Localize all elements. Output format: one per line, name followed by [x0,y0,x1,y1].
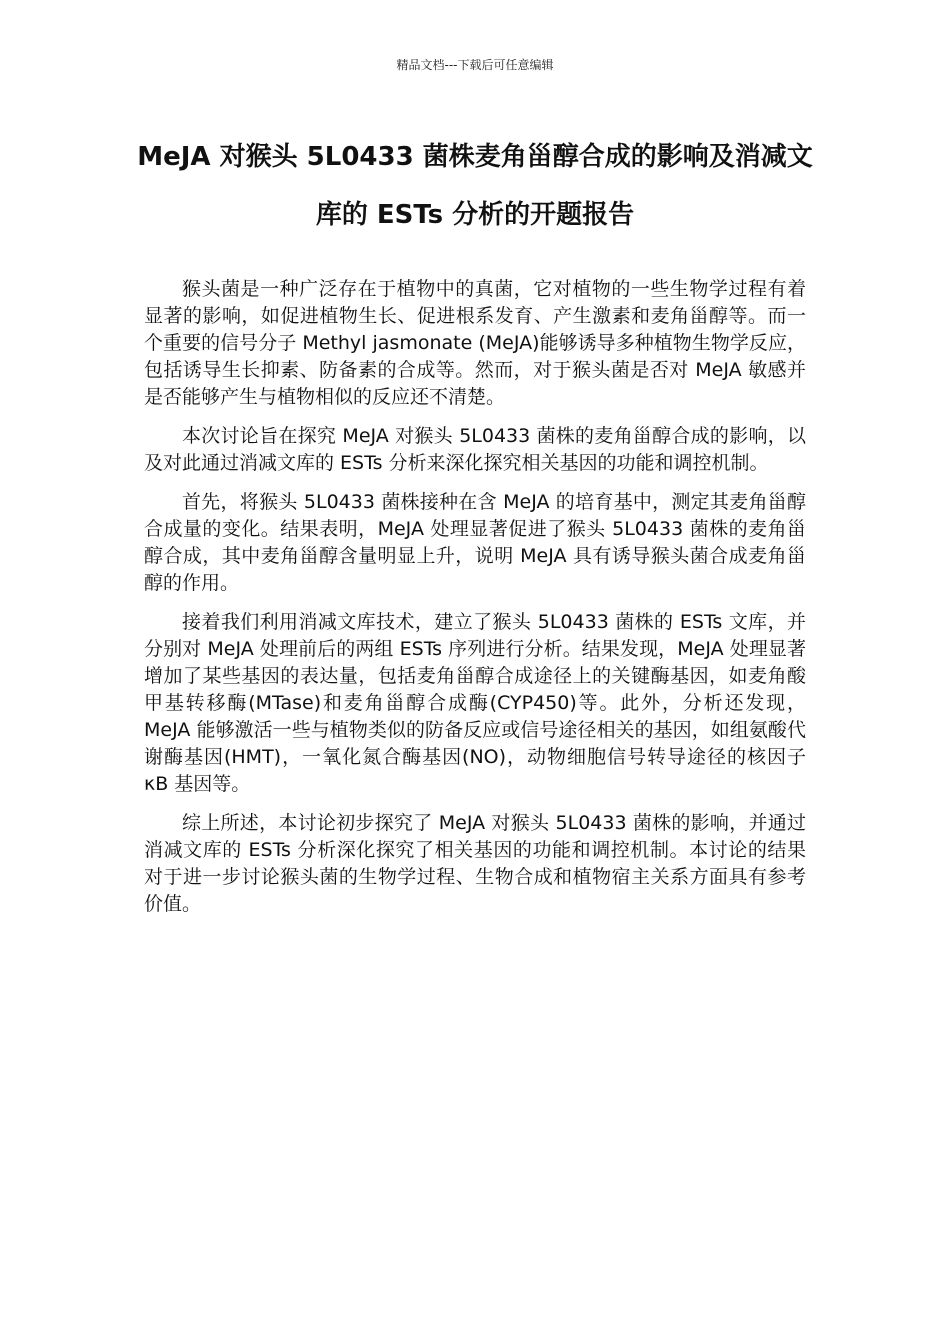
body-paragraph-3: 首先，将猴头 5L0433 菌株接种在含 MeJA 的培育基中，测定其麦角甾醇合成量的变化。结果表明，MeJA 处理显著促进了猴头 5L0433 菌株的麦角甾醇合成，其中麦角甾醇含量明显上升，说明 MeJA 具有诱导猴头菌合成麦角甾醇的作用。 [144,491,806,594]
document-body [144,276,806,930]
page-header-note: 精品文档---下载后可任意编辑 [396,58,554,72]
body-paragraph-1: 猴头菌是一种广泛存在于植物中的真菌，它对植物的一些生物学过程有着显著的影响，如促进植物生长、促进根系发育、产生激素和麦角甾醇等。而一个重要的信号分子 Methyl jasmonate (MeJA)能够诱导多种植物生物学反应，包括诱导生长抑素、防备素的合成等。然而，对于猴头菌是否对 MeJA 敏感并是否能够产生与植物相似的反应还不清楚。 [144,278,806,408]
body-paragraph-5: 综上所述，本讨论初步探究了 MeJA 对猴头 5L0433 菌株的影响，并通过消减文库的 ESTs 分析深化探究了相关基因的功能和调控机制。本讨论的结果对于进一步讨论猴头菌的生物学过程、生物合成和植物宿主关系方面具有参考价值。 [144,812,806,915]
document-title: MeJA 对猴头 5L0433 菌株麦角甾醇合成的影响及消减文库的 ESTs 分析的开题报告 [137,142,813,230]
body-paragraph-4: 接着我们利用消减文库技术，建立了猴头 5L0433 菌株的 ESTs 文库，并分别对 MeJA 处理前后的两组 ESTs 序列进行分析。结果发现，MeJA 处理显著增加了某些基因的表达量，包括麦角甾醇合成途径上的关键酶基因，如麦角酸甲基转移酶(MTase)和麦角甾醇合成酶(CYP450)等。此外，分析还发现，MeJA 能够激活一些与植物类似的防备反应或信号途径相关的基因，如组氨酸代谢酶基因(HMT)，一氧化氮合酶基因(NO)，动物细胞信号转导途径的核因子 κB 基因等。 [144,611,806,795]
body-paragraph-2: 本次讨论旨在探究 MeJA 对猴头 5L0433 菌株的麦角甾醇合成的影响，以及对此通过消减文库的 ESTs 分析来深化探究相关基因的功能和调控机制。 [144,425,806,474]
